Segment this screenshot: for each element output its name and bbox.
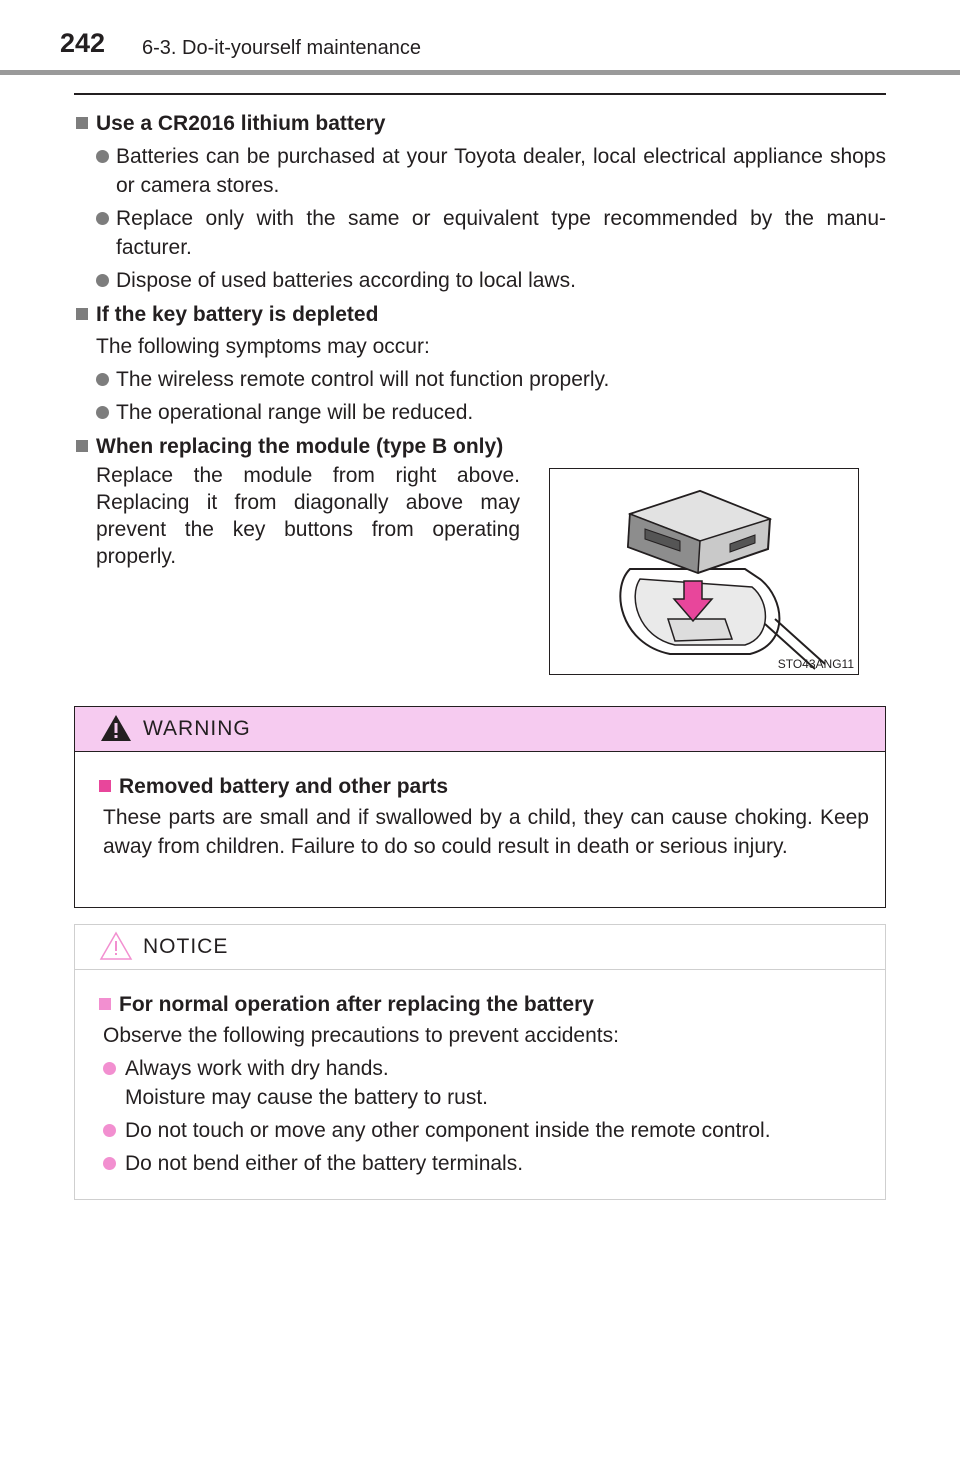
list-item: The wireless remote control will not function properly. (74, 365, 886, 394)
list-item: Do not touch or move any other component inside the remote control. (97, 1116, 869, 1145)
circle-bullet-icon (96, 274, 109, 287)
notice-title: NOTICE (143, 935, 229, 958)
circle-bullet-icon (103, 1124, 116, 1137)
circle-bullet-icon (103, 1157, 116, 1170)
battery-heading: Use a CR2016 lithium battery (74, 109, 886, 138)
square-bullet-icon (76, 440, 88, 452)
square-bullet-icon (99, 998, 111, 1010)
header-rule (0, 70, 960, 75)
section-title: 6-3. Do-it-yourself maintenance (142, 37, 422, 59)
module-heading: When replacing the module (type B only) (74, 432, 886, 461)
warning-text: These parts are small and if swallowed by a child, they can cause choking. Keep away from children. Failure to do so could result in death or serious injury. (103, 806, 869, 858)
list-item: Always work with dry hands. Moisture may cause the battery to rust. (97, 1054, 869, 1112)
list-item: Dispose of used batteries according to local laws. (74, 266, 886, 295)
main-content (74, 104, 886, 461)
page-number: 242 (60, 28, 106, 58)
square-bullet-icon (76, 308, 88, 320)
content-top-rule (74, 93, 886, 95)
notice-header (75, 925, 885, 970)
list-item: Replace only with the same or equivalent type recommended by the manu-facturer. (74, 204, 886, 262)
figure-code: STO43ANG11 (777, 657, 854, 671)
list-item: The operational range will be reduced. (74, 398, 886, 427)
circle-bullet-icon (96, 373, 109, 386)
notice-heading: For normal operation after replacing the battery (97, 990, 869, 1019)
circle-bullet-icon (103, 1062, 116, 1075)
warning-title: WARNING (143, 717, 251, 740)
warning-heading: Removed battery and other parts (97, 772, 869, 801)
warning-triangle-icon (99, 713, 133, 743)
page-header (0, 0, 960, 78)
list-item: Do not bend either of the battery terminals. (97, 1149, 869, 1178)
depleted-heading: If the key battery is depleted (74, 300, 886, 329)
key-module-diagram (550, 469, 858, 674)
warning-box (74, 706, 886, 908)
notice-intro: Observe the following precautions to prevent accidents: (103, 1024, 619, 1047)
key-module-illustration (549, 468, 859, 675)
warning-header (75, 707, 885, 752)
depleted-intro: The following symptoms may occur: (96, 335, 430, 358)
module-replace-text: Replace the module from right above. Replacing it from diagonally above may prevent the key buttons from operating properly. (96, 464, 520, 568)
notice-triangle-icon (99, 931, 133, 961)
circle-bullet-icon (96, 212, 109, 225)
square-bullet-icon (76, 117, 88, 129)
list-item: Batteries can be purchased at your Toyota dealer, local electrical appliance shops or camera stores. (74, 142, 886, 200)
notice-box (74, 924, 886, 1200)
circle-bullet-icon (96, 150, 109, 163)
square-bullet-icon (99, 780, 111, 792)
circle-bullet-icon (96, 406, 109, 419)
